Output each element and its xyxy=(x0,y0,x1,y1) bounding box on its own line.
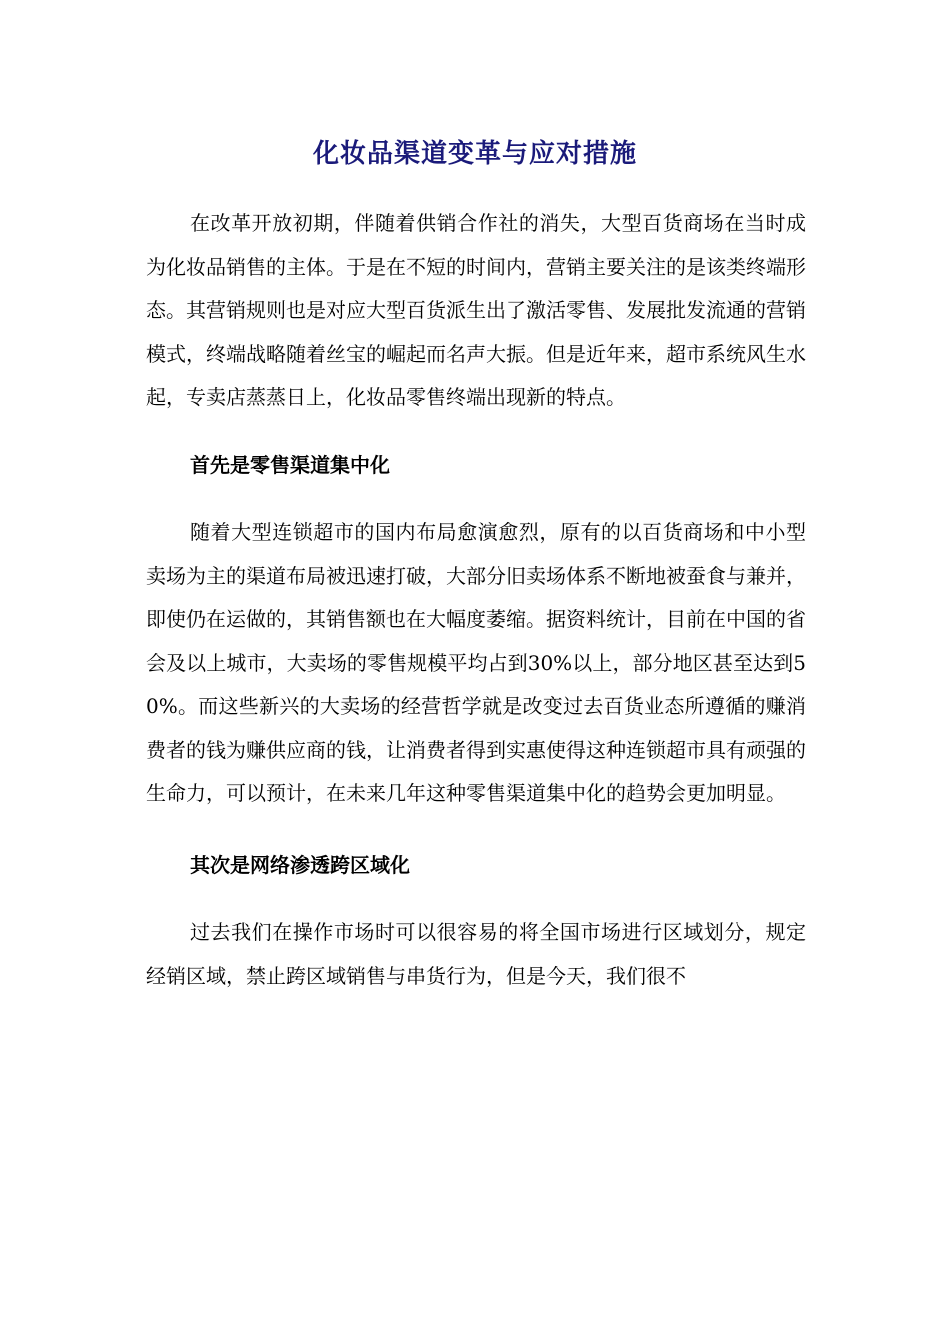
section-body-2: 过去我们在操作市场时可以很容易的将全国市场进行区域划分，规定经销区域，禁止跨区域销售与串货行为，但是今天，我们很不 xyxy=(146,920,806,988)
spacer xyxy=(146,420,806,444)
document-title: 化妆品渠道变革与应对措施 xyxy=(312,139,637,169)
section-body-1: 随着大型连锁超市的国内布局愈演愈烈，原有的以百货商场和中小型卖场为主的渠道布局被迅速打破，大部分旧卖场体系不断地被蚕食与兼并，即使仍在运做的，其销售额也在大幅度萎缩。据资料统计，目前在中国的省会及以上城市，大卖场的零售规模平均占到30%以上，部分地区甚至达到50%。而这些新兴的大卖场的经营哲学就是改变过去百货业态所遵循的赚消费者的钱为赚供应商的钱，让消费者得到实惠使得这种连锁超市具有顽强的生命力，可以预计，在未来几年这种零售渠道集中化的趋势会更加明显。 xyxy=(146,520,806,805)
intro-paragraph: 在改革开放初期，伴随着供销合作社的消失，大型百货商场在当时成为化妆品销售的主体。于是在不短的时间内，营销主要关注的是该类终端形态。其营销规则也是对应大型百货派生出了激活零售、发展批发流通的营销模式，终端战略随着丝宝的崛起而名声大振。但是近年来，超市系统风生水起，专卖店蒸蒸日上，化妆品零售终端出现新的特点。 xyxy=(146,211,806,409)
section-heading-1: 首先是零售渠道集中化 xyxy=(190,452,390,477)
section-heading-2: 其次是网络渗透跨区域化 xyxy=(190,852,410,877)
spacer xyxy=(146,487,806,511)
spacer xyxy=(146,816,806,844)
document-body xyxy=(146,202,806,998)
spacer xyxy=(146,887,806,911)
